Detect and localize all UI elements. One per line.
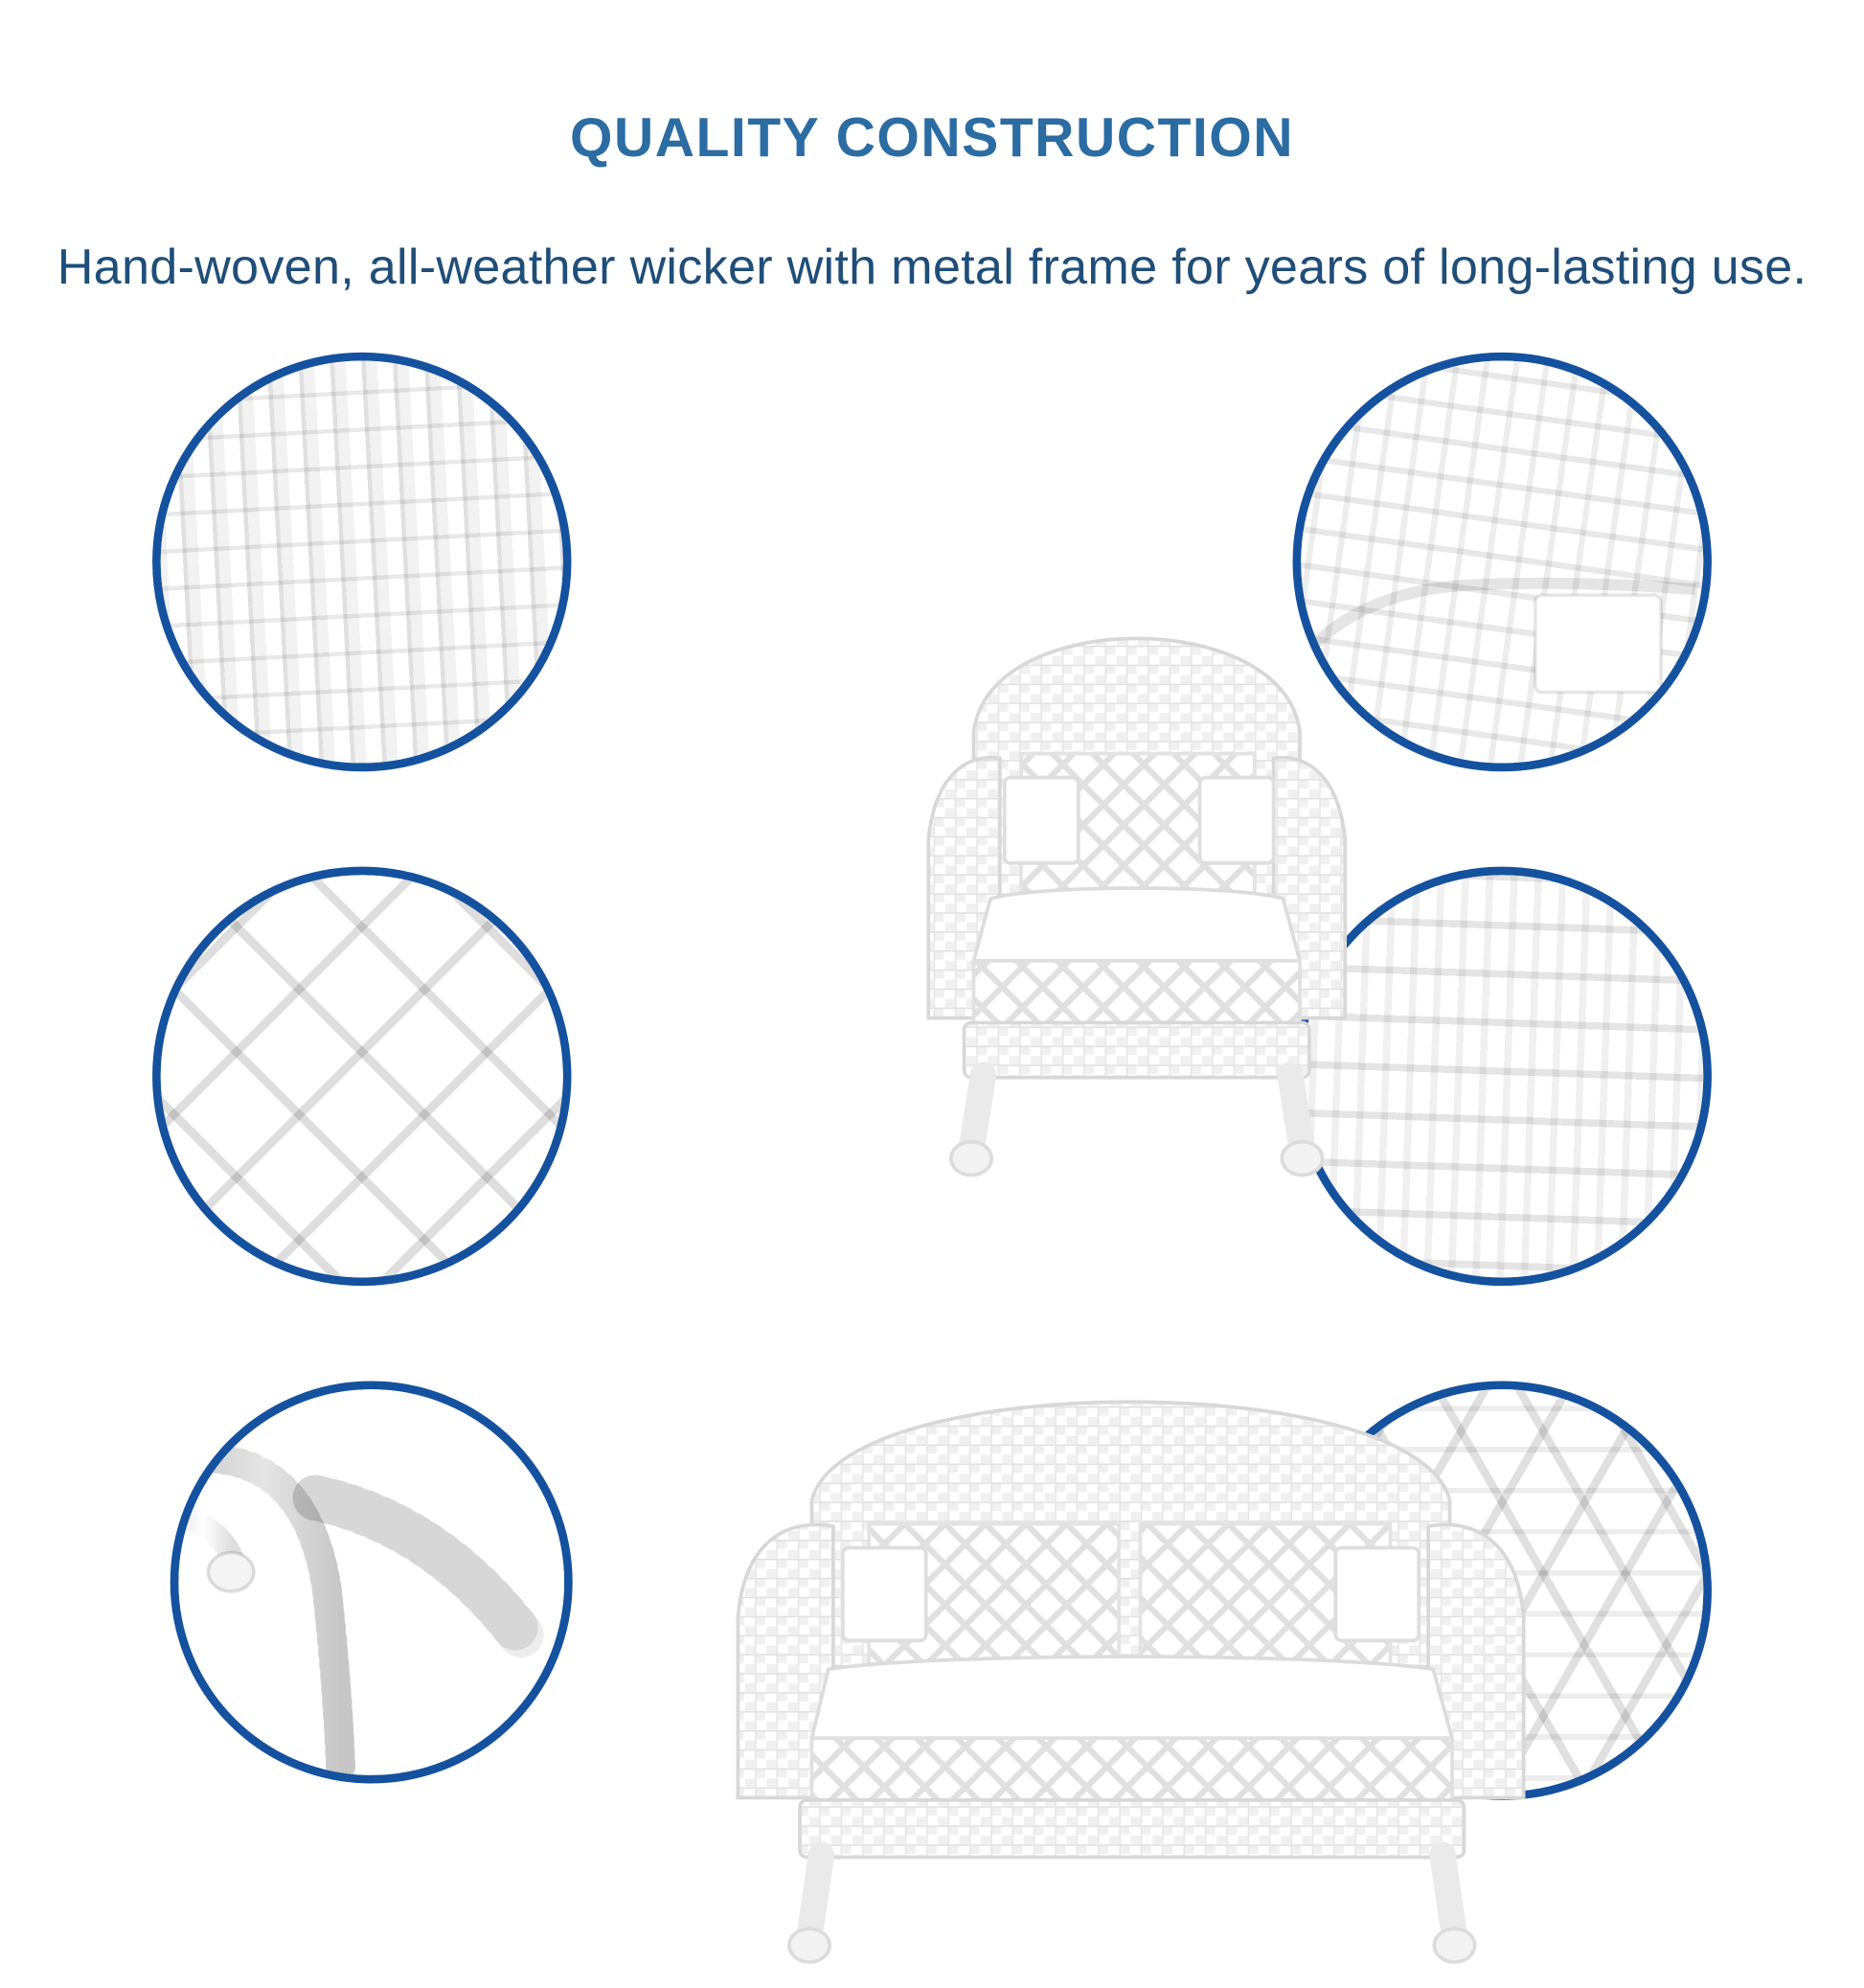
leg-joint-detail xyxy=(170,1381,573,1783)
weave-pattern-lattice xyxy=(152,867,571,1286)
page-subtitle: Hand-woven, all-weather wicker with metal frame for years of long-lasting use. xyxy=(57,238,1807,294)
header xyxy=(0,0,1864,295)
wicker-chair xyxy=(881,541,1393,1184)
wicker-loveseat xyxy=(702,1321,1559,1988)
wicker-loveseat-drawing xyxy=(702,1321,1559,1988)
wicker-chair-drawing xyxy=(881,541,1393,1184)
page-title: QUALITY CONSTRUCTION xyxy=(569,105,1295,169)
chair-seat-weave-detail xyxy=(152,353,571,771)
lattice-panel-detail xyxy=(152,867,571,1286)
leg-joint-drawing xyxy=(178,1389,564,1775)
weave-pattern-flat xyxy=(152,353,571,771)
